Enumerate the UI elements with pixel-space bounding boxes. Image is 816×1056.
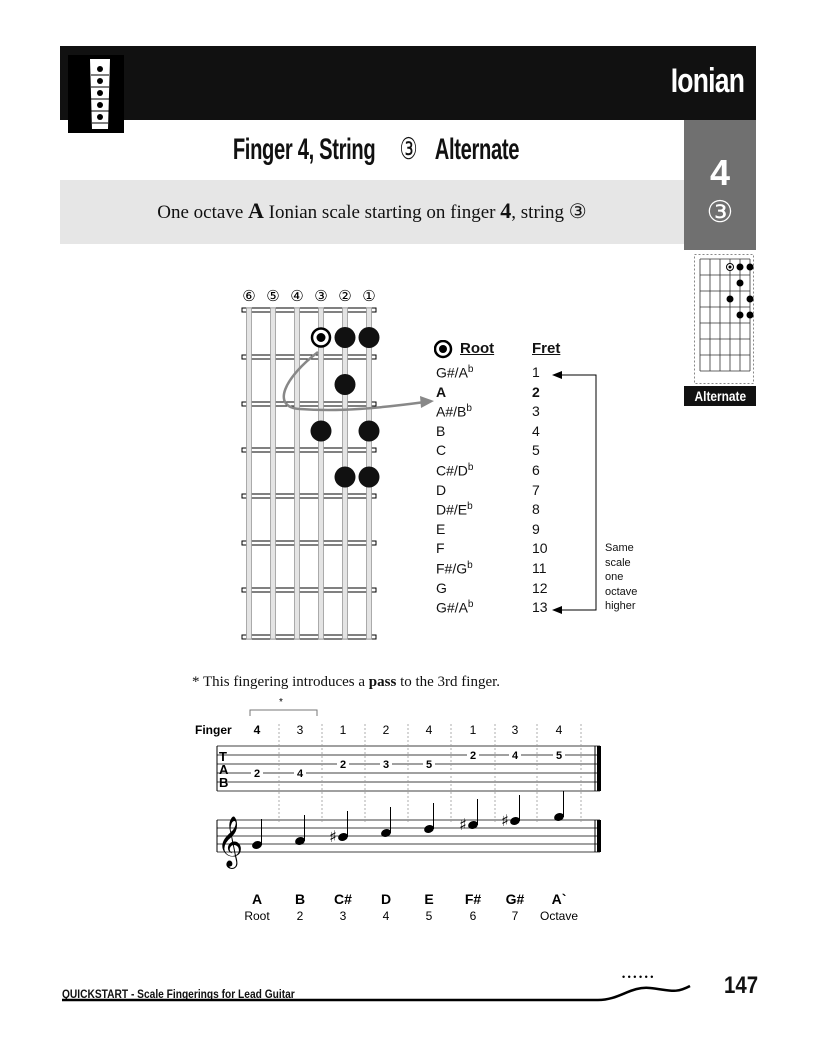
pass-bracket — [250, 710, 317, 716]
fret-row-fret: 13 — [532, 599, 548, 616]
bracket-line — [556, 375, 596, 610]
fret-row-note: G — [436, 579, 447, 596]
root-column-header: Root — [460, 340, 495, 357]
sharp-sign: ♯ — [329, 827, 337, 846]
fret-row-fret: 11 — [532, 559, 547, 576]
tab-letter: T — [219, 749, 227, 764]
guitar-neck-logo — [68, 55, 124, 133]
fret-row-note: A — [436, 383, 447, 400]
scale-degree: 5 — [425, 909, 433, 923]
fret-line-2 — [242, 402, 376, 406]
finger-number: 4 — [555, 723, 563, 737]
finger-number: 4 — [425, 723, 433, 737]
pass-asterisk: * — [279, 697, 283, 708]
tab-fret-number: 2 — [339, 759, 347, 771]
fret-row-note: B — [436, 422, 446, 439]
fret-row-note: D — [436, 481, 447, 498]
note-name: F# — [464, 891, 482, 907]
fret-row-fret: 8 — [532, 501, 540, 518]
string-label-3: ③ — [314, 287, 328, 305]
fret-row-note: F — [436, 540, 445, 557]
scale-degree: 6 — [469, 909, 477, 923]
mini-dot-3 — [737, 280, 744, 287]
scale-degree: 4 — [382, 909, 390, 923]
same-scale-word: one — [605, 571, 624, 583]
mini-dot-2 — [747, 264, 754, 271]
finger-number: 1 — [469, 723, 477, 737]
bracket-arrowhead-bottom — [552, 606, 562, 614]
finger-number: 2 — [382, 723, 390, 737]
desc-part-3: , string — [511, 202, 569, 223]
fret-row-note: E — [436, 520, 446, 537]
finger-number: 1 — [339, 723, 347, 737]
tab-fret-number: 4 — [511, 750, 519, 762]
finger-dot-5 — [359, 421, 380, 442]
tab-and-staff-notation — [195, 694, 615, 930]
same-scale-word: scale — [605, 556, 631, 569]
finger-dot-2 — [359, 327, 380, 348]
root-marker-icon — [434, 340, 454, 360]
page-number: 147 — [724, 972, 759, 999]
finger-dot-6 — [335, 467, 356, 488]
description-text — [60, 198, 684, 224]
side-tab-finger: 4 — [709, 152, 731, 193]
footer-book-title: QUICKSTART - Scale Fingerings for Lead Guitar — [62, 987, 295, 1001]
tab-fret-number: 3 — [382, 759, 390, 771]
tab-letter: B — [219, 775, 229, 790]
finger-dot-7 — [359, 467, 380, 488]
note-name: E — [424, 891, 434, 907]
string-line-5 — [271, 308, 276, 639]
mini-dot-1 — [737, 264, 744, 271]
string-label-2: ② — [338, 287, 352, 305]
fret-line-6 — [242, 588, 376, 592]
note-name: A — [251, 891, 263, 907]
note-name: G# — [505, 891, 525, 907]
root-to-fret-arrowhead — [420, 396, 434, 408]
tab-fret-number: 2 — [253, 768, 261, 780]
scale-degree: 7 — [511, 909, 519, 923]
finger-dot-1 — [335, 327, 356, 348]
fret-table-header — [434, 340, 634, 364]
header-bar — [60, 46, 756, 120]
string-line-6 — [247, 308, 252, 639]
fret-row-fret: 6 — [532, 461, 540, 478]
fret-row-fret: 9 — [532, 520, 540, 537]
mini-dot-7 — [747, 312, 754, 319]
fret-line-0 — [242, 308, 376, 312]
fret-row-note: $F\#/G^b$ — [436, 559, 473, 577]
footnote-prefix: * This fingering introduces a — [192, 674, 369, 690]
desc-finger: 4 — [500, 198, 512, 223]
side-tab-label-text: Alternate — [694, 388, 746, 404]
finger-row-label: Finger — [195, 723, 232, 737]
desc-part-1: One octave — [157, 202, 248, 223]
page-heading — [0, 132, 745, 167]
fret-row-fret: 1 — [532, 364, 540, 380]
desc-part-2: Ionian scale starting on finger — [263, 202, 501, 223]
mini-dot-4 — [727, 296, 734, 303]
fret-row-fret: 3 — [532, 403, 540, 420]
fret-row-fret: 4 — [532, 422, 540, 439]
fret-row-fret: 2 — [532, 383, 540, 400]
fret-row-fret: 5 — [532, 442, 540, 459]
scale-degree: Root — [244, 909, 270, 923]
fret-row-fret: 10 — [532, 540, 548, 557]
fret-table — [434, 340, 634, 619]
staff-end-thick-bar — [597, 820, 601, 852]
fret-line-3 — [242, 448, 376, 452]
side-tab-string: ③ — [706, 195, 734, 230]
desc-key: A — [248, 198, 264, 223]
side-tab-alternate-label — [684, 386, 756, 406]
note-name: A` — [551, 891, 567, 907]
fret-row-note: $C\#/D^b$ — [436, 461, 474, 479]
fret-column-header: Fret — [532, 340, 561, 357]
fret-row-fret: 7 — [532, 481, 540, 498]
tab-letter: A — [219, 762, 229, 777]
heading-suffix: Alternate — [434, 133, 519, 166]
note-name: B — [294, 891, 306, 907]
string-label-6: ⑥ — [242, 287, 256, 305]
fret-row-note: $D\#/E^b$ — [436, 501, 473, 518]
scale-mode-title: Ionian — [670, 62, 744, 100]
fret-row-note: $A\#/B^b$ — [436, 403, 472, 420]
guitar-neck-logo-icon — [68, 55, 124, 133]
sharp-sign: ♯ — [501, 811, 509, 830]
sharp-sign: ♯ — [459, 815, 467, 834]
string-label-4: ④ — [290, 287, 304, 305]
tab-end-thick-bar — [597, 746, 601, 791]
finger-number: 3 — [296, 723, 304, 737]
mini-fb-border — [695, 255, 754, 384]
fret-line-5 — [242, 541, 376, 545]
mini-dot-6 — [737, 312, 744, 319]
same-scale-word: Same — [605, 542, 634, 554]
fret-row-note: $G\#/A^b$ — [436, 599, 474, 616]
footnote-bold: pass — [368, 674, 397, 690]
tab-fret-number: 2 — [469, 750, 477, 762]
finger-dot-3 — [335, 374, 356, 395]
mini-dot-5 — [747, 296, 754, 303]
mini-fretboard-diagram — [694, 254, 754, 384]
fret-row-note: $G\#/A^b$ — [436, 364, 474, 381]
footer-dots: • • • • • • — [622, 972, 654, 982]
mini-root-center — [729, 266, 732, 269]
tab-fret-number: 4 — [296, 768, 304, 780]
heading-string-symbol: ③ — [399, 133, 417, 166]
string-line-3 — [319, 308, 324, 639]
same-scale-word: higher — [605, 600, 636, 612]
treble-clef-icon: 𝄞 — [217, 816, 244, 867]
same-scale-note — [605, 541, 665, 614]
finger-number: 3 — [511, 723, 519, 737]
footer-guitar-line — [60, 968, 700, 1008]
fret-row-fret: 12 — [532, 579, 548, 596]
string-label-5: ⑤ — [266, 287, 280, 305]
bracket-arrowhead-top — [552, 371, 562, 379]
finger-number: 4 — [253, 723, 261, 737]
scale-degree: 2 — [296, 909, 304, 923]
string-label-1: ① — [362, 287, 376, 305]
note-name: C# — [334, 891, 352, 907]
footnote-suffix: to the 3rd finger. — [396, 674, 501, 690]
desc-string: ③ — [568, 199, 587, 223]
fret-line-7 — [242, 635, 376, 639]
string-line-4 — [295, 308, 300, 639]
scale-degree: Octave — [539, 909, 579, 923]
tab-fret-number: 5 — [555, 750, 563, 762]
heading-prefix: Finger 4, String — [232, 133, 376, 166]
tab-fret-number: 5 — [425, 759, 433, 771]
fret-row-note: C — [436, 442, 447, 459]
finger-dot-4 — [311, 421, 332, 442]
scale-degree: 3 — [339, 909, 347, 923]
fret-line-4 — [242, 494, 376, 498]
root-dot-center — [317, 333, 326, 342]
note-name: D — [380, 891, 392, 907]
footnote — [192, 674, 500, 691]
same-scale-word: octave — [605, 585, 638, 598]
